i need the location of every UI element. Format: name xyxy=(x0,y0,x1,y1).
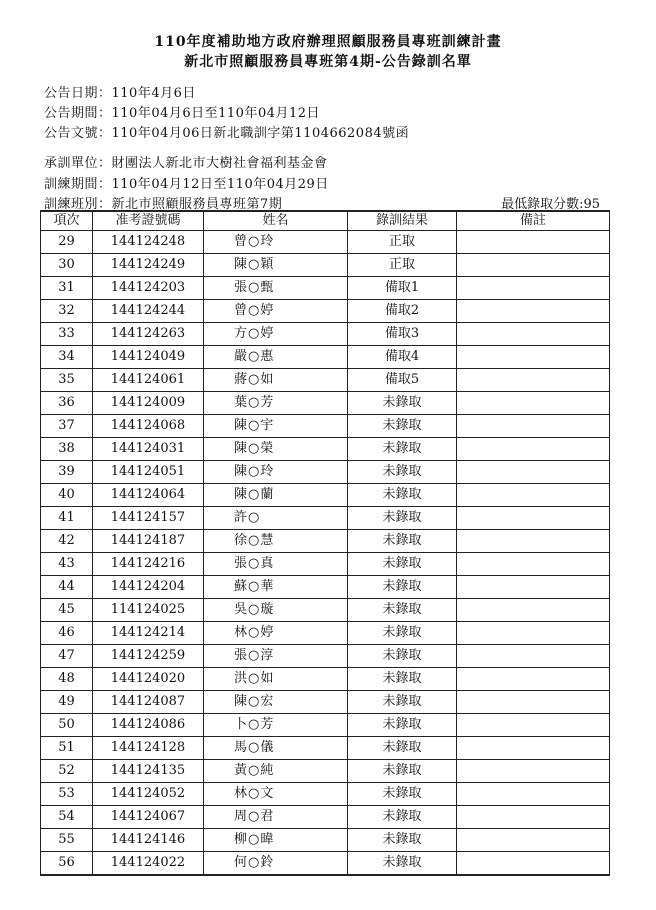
cell-name: 林○婷 xyxy=(204,622,348,645)
cell-exam-id: 144124087 xyxy=(93,691,204,714)
cell-exam-id: 144124061 xyxy=(93,369,204,392)
cell-no: 49 xyxy=(41,691,93,714)
table-row xyxy=(41,553,610,576)
cell-no: 39 xyxy=(41,461,93,484)
table-row xyxy=(41,737,610,760)
header-name: 姓名 xyxy=(204,211,348,231)
table-row xyxy=(41,622,610,645)
cell-remarks xyxy=(457,852,610,876)
cell-exam-id: 144124064 xyxy=(93,484,204,507)
cell-exam-id: 144124009 xyxy=(93,392,204,415)
table-row xyxy=(41,300,610,323)
announce-period: 公告期間：110年04月6日至110年04月12日 xyxy=(44,106,321,121)
cell-remarks xyxy=(457,530,610,553)
cell-name: 張○甄 xyxy=(204,277,348,300)
cell-name: 嚴○惠 xyxy=(204,346,348,369)
table-row xyxy=(41,277,610,300)
admission-table xyxy=(40,210,610,876)
cell-name: 張○真 xyxy=(204,553,348,576)
cell-exam-id: 144124067 xyxy=(93,806,204,829)
cell-remarks xyxy=(457,254,610,277)
cell-name: 陳○宏 xyxy=(204,691,348,714)
cell-name: 徐○慧 xyxy=(204,530,348,553)
cell-result: 未錄取 xyxy=(348,852,457,876)
cell-no: 42 xyxy=(41,530,93,553)
cell-result: 未錄取 xyxy=(348,415,457,438)
cell-name: 吳○璇 xyxy=(204,599,348,622)
cell-result: 正取 xyxy=(348,254,457,277)
cell-result: 未錄取 xyxy=(348,553,457,576)
cell-name: 洪○如 xyxy=(204,668,348,691)
cell-name: 蔣○如 xyxy=(204,369,348,392)
cell-exam-id: 144124068 xyxy=(93,415,204,438)
cell-remarks xyxy=(457,392,610,415)
cell-name: 陳○穎 xyxy=(204,254,348,277)
table-row xyxy=(41,461,610,484)
cell-name: 張○淳 xyxy=(204,645,348,668)
cell-exam-id: 144124216 xyxy=(93,553,204,576)
cell-remarks xyxy=(457,553,610,576)
cell-remarks xyxy=(457,737,610,760)
table-row xyxy=(41,691,610,714)
cell-name: 黃○純 xyxy=(204,760,348,783)
table-row xyxy=(41,760,610,783)
cell-remarks xyxy=(457,415,610,438)
announce-date: 公告日期：110年4月6日 xyxy=(44,86,196,101)
cell-remarks xyxy=(457,346,610,369)
cell-remarks xyxy=(457,714,610,737)
cell-name: 馬○儀 xyxy=(204,737,348,760)
cell-name: 曾○玲 xyxy=(204,231,348,254)
cell-name: 方○婷 xyxy=(204,323,348,346)
cell-remarks xyxy=(457,461,610,484)
cell-no: 31 xyxy=(41,277,93,300)
training-unit: 承訓單位：財團法人新北市大樹社會福利基金會 xyxy=(44,156,328,171)
cell-no: 29 xyxy=(41,231,93,254)
cell-remarks xyxy=(457,599,610,622)
cell-remarks xyxy=(457,231,610,254)
table-header-row xyxy=(41,211,610,231)
cell-exam-id: 144124259 xyxy=(93,645,204,668)
table-row xyxy=(41,369,610,392)
cell-exam-id: 144124146 xyxy=(93,829,204,852)
table-row xyxy=(41,484,610,507)
cell-name: 許○ xyxy=(204,507,348,530)
cell-no: 52 xyxy=(41,760,93,783)
cell-no: 53 xyxy=(41,783,93,806)
cell-name: 陳○玲 xyxy=(204,461,348,484)
cell-no: 55 xyxy=(41,829,93,852)
cell-no: 38 xyxy=(41,438,93,461)
cell-result: 未錄取 xyxy=(348,668,457,691)
cell-no: 32 xyxy=(41,300,93,323)
table-row xyxy=(41,829,610,852)
cell-result: 未錄取 xyxy=(348,438,457,461)
cell-exam-id: 144124187 xyxy=(93,530,204,553)
cell-no: 34 xyxy=(41,346,93,369)
cell-exam-id: 144124051 xyxy=(93,461,204,484)
cell-exam-id: 114124025 xyxy=(93,599,204,622)
cell-remarks xyxy=(457,576,610,599)
cell-no: 30 xyxy=(41,254,93,277)
cell-result: 未錄取 xyxy=(348,484,457,507)
cell-result: 備取3 xyxy=(348,323,457,346)
cell-name: 林○文 xyxy=(204,783,348,806)
cell-name: 葉○芳 xyxy=(204,392,348,415)
table-row xyxy=(41,783,610,806)
table-row xyxy=(41,346,610,369)
cell-result: 未錄取 xyxy=(348,829,457,852)
cell-result: 備取2 xyxy=(348,300,457,323)
cell-no: 56 xyxy=(41,852,93,876)
cell-no: 43 xyxy=(41,553,93,576)
cell-exam-id: 144124128 xyxy=(93,737,204,760)
cell-exam-id: 144124244 xyxy=(93,300,204,323)
cell-result: 未錄取 xyxy=(348,461,457,484)
cell-remarks xyxy=(457,369,610,392)
table-row xyxy=(41,806,610,829)
cell-exam-id: 144124249 xyxy=(93,254,204,277)
cell-no: 37 xyxy=(41,415,93,438)
cell-result: 未錄取 xyxy=(348,645,457,668)
cell-exam-id: 144124248 xyxy=(93,231,204,254)
cell-no: 45 xyxy=(41,599,93,622)
cell-result: 未錄取 xyxy=(348,392,457,415)
training-class: 訓練班別：新北市照顧服務員專班第7期 xyxy=(44,197,283,212)
table-row xyxy=(41,415,610,438)
document-number: 公告文號：110年04月06日新北職訓字第1104662084號函 xyxy=(44,126,410,141)
cell-remarks xyxy=(457,438,610,461)
cell-exam-id: 144124086 xyxy=(93,714,204,737)
cell-name: 陳○榮 xyxy=(204,438,348,461)
table-row xyxy=(41,576,610,599)
table-row xyxy=(41,714,610,737)
table-row xyxy=(41,438,610,461)
cell-result: 未錄取 xyxy=(348,691,457,714)
header-exam-id: 准考證號碼 xyxy=(93,211,204,231)
table-row xyxy=(41,668,610,691)
cell-no: 54 xyxy=(41,806,93,829)
cell-no: 41 xyxy=(41,507,93,530)
header-no: 項次 xyxy=(41,211,93,231)
table-row xyxy=(41,530,610,553)
cell-result: 未錄取 xyxy=(348,507,457,530)
minimum-score: 最低錄取分數:95 xyxy=(501,197,600,212)
cell-remarks xyxy=(457,622,610,645)
table-row xyxy=(41,231,610,254)
cell-no: 44 xyxy=(41,576,93,599)
cell-exam-id: 144124049 xyxy=(93,346,204,369)
cell-exam-id: 144124031 xyxy=(93,438,204,461)
cell-result: 未錄取 xyxy=(348,622,457,645)
cell-remarks xyxy=(457,507,610,530)
cell-remarks xyxy=(457,300,610,323)
cell-no: 36 xyxy=(41,392,93,415)
cell-name: 蘇○華 xyxy=(204,576,348,599)
cell-no: 35 xyxy=(41,369,93,392)
cell-name: 柳○暐 xyxy=(204,829,348,852)
cell-no: 40 xyxy=(41,484,93,507)
cell-name: 曾○婷 xyxy=(204,300,348,323)
cell-name: 周○君 xyxy=(204,806,348,829)
cell-result: 備取5 xyxy=(348,369,457,392)
cell-result: 未錄取 xyxy=(348,714,457,737)
cell-exam-id: 144124022 xyxy=(93,852,204,876)
cell-name: 陳○宇 xyxy=(204,415,348,438)
cell-result: 未錄取 xyxy=(348,599,457,622)
cell-result: 未錄取 xyxy=(348,783,457,806)
cell-exam-id: 144124135 xyxy=(93,760,204,783)
cell-exam-id: 144124263 xyxy=(93,323,204,346)
cell-result: 備取1 xyxy=(348,277,457,300)
training-period: 訓練期間：110年04月12日至110年04月29日 xyxy=(44,177,329,192)
cell-remarks xyxy=(457,277,610,300)
cell-exam-id: 144124214 xyxy=(93,622,204,645)
cell-exam-id: 144124052 xyxy=(93,783,204,806)
cell-result: 正取 xyxy=(348,231,457,254)
cell-remarks xyxy=(457,645,610,668)
cell-remarks xyxy=(457,484,610,507)
cell-no: 50 xyxy=(41,714,93,737)
cell-result: 備取4 xyxy=(348,346,457,369)
cell-name: 何○鈴 xyxy=(204,852,348,876)
cell-exam-id: 144124157 xyxy=(93,507,204,530)
cell-name: 卜○芳 xyxy=(204,714,348,737)
cell-remarks xyxy=(457,806,610,829)
header-remarks: 備註 xyxy=(457,211,610,231)
document-subtitle: 新北市照顧服務員專班第4期-公告錄訓名單 xyxy=(184,54,472,70)
table-row xyxy=(41,254,610,277)
cell-no: 51 xyxy=(41,737,93,760)
cell-exam-id: 144124203 xyxy=(93,277,204,300)
cell-no: 48 xyxy=(41,668,93,691)
cell-result: 未錄取 xyxy=(348,530,457,553)
cell-result: 未錄取 xyxy=(348,760,457,783)
cell-result: 未錄取 xyxy=(348,806,457,829)
cell-no: 47 xyxy=(41,645,93,668)
cell-no: 33 xyxy=(41,323,93,346)
cell-name: 陳○蘭 xyxy=(204,484,348,507)
table-row xyxy=(41,599,610,622)
cell-remarks xyxy=(457,829,610,852)
cell-remarks xyxy=(457,760,610,783)
cell-exam-id: 144124204 xyxy=(93,576,204,599)
cell-exam-id: 144124020 xyxy=(93,668,204,691)
header-result: 錄訓結果 xyxy=(348,211,457,231)
cell-result: 未錄取 xyxy=(348,737,457,760)
table-row xyxy=(41,392,610,415)
cell-remarks xyxy=(457,691,610,714)
table-row xyxy=(41,323,610,346)
cell-remarks xyxy=(457,783,610,806)
cell-result: 未錄取 xyxy=(348,576,457,599)
table-row xyxy=(41,645,610,668)
table-row xyxy=(41,852,610,876)
cell-no: 46 xyxy=(41,622,93,645)
table-row xyxy=(41,507,610,530)
document-title: 110年度補助地方政府辦理照顧服務員專班訓練計畫 xyxy=(154,34,502,50)
cell-remarks xyxy=(457,323,610,346)
cell-remarks xyxy=(457,668,610,691)
